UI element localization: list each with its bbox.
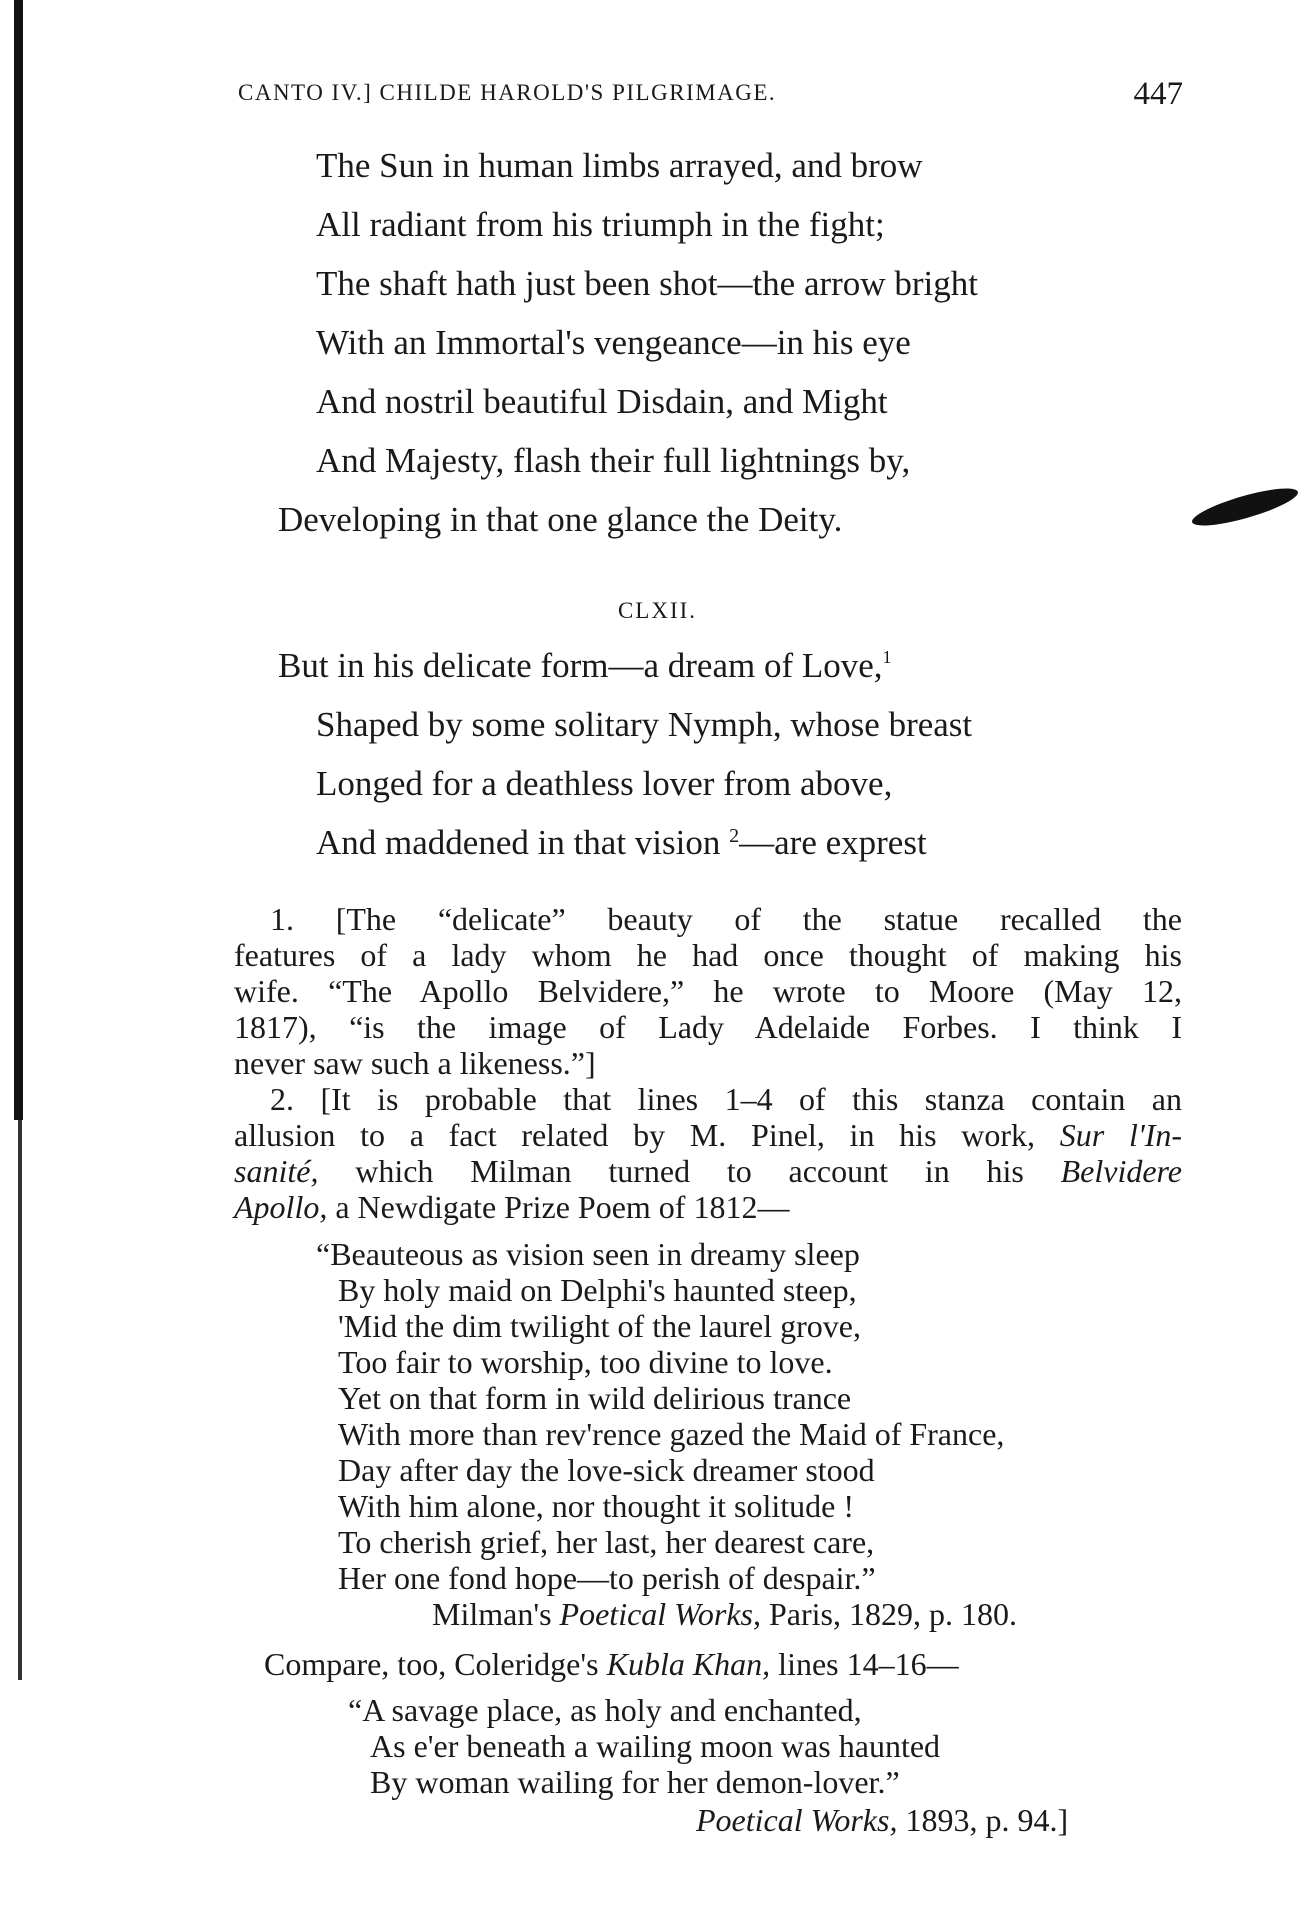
verse-text: But in his delicate form—a dream of Love, xyxy=(278,646,883,685)
footnote-text: allusion to a fact related by M. Pinel, in his work, xyxy=(234,1117,1036,1153)
footnote-ref: 1 xyxy=(882,647,892,667)
quote-line: “Beauteous as vision seen in dreamy sleep xyxy=(316,1236,860,1272)
running-title: CANTO IV.] CHILDE HAROLD'S PILGRIMAGE. xyxy=(238,80,777,105)
footnote-ref: 2 xyxy=(729,825,740,847)
footnote-text: a Newdigate Prize Poem of 1812— xyxy=(335,1189,790,1225)
quote-line: 'Mid the dim twilight of the laurel grove, xyxy=(338,1308,861,1344)
citation xyxy=(432,1598,1017,1630)
page-number: 447 xyxy=(1133,76,1183,112)
footnote-line xyxy=(264,1648,959,1680)
verse-line: And nostril beautiful Disdain, and Might xyxy=(316,382,888,421)
verse-line: And Majesty, flash their full lightnings by, xyxy=(316,441,911,480)
quote-line: By woman wailing for her demon-lover.” xyxy=(370,1764,900,1800)
work-title: Poetical Works, xyxy=(559,1596,761,1632)
ink-smudge-mark xyxy=(1189,481,1301,532)
verse-line xyxy=(316,825,927,860)
citation xyxy=(696,1804,1068,1836)
verse-text: And maddened in that vision xyxy=(316,823,721,862)
footnote-text: Compare, too, Coleridge's xyxy=(264,1646,599,1682)
footnote-line xyxy=(234,1155,1182,1187)
work-title: Sur l'In- xyxy=(1059,1117,1183,1153)
quote-line: Day after day the love-sick dreamer stood xyxy=(338,1452,875,1488)
footnote-text: which Milman turned to account in his xyxy=(355,1153,1024,1189)
footnote-line: 2. [It is probable that lines 1–4 of this stanza contain an xyxy=(270,1081,1182,1117)
work-title: Kubla Khan, xyxy=(606,1646,771,1682)
verse-text: —are exprest xyxy=(739,823,927,862)
footnote-line: features of a lady whom he had once thought of making his xyxy=(234,937,1182,973)
citation-text: 1893, p. 94.] xyxy=(905,1802,1069,1838)
quote-line: By holy maid on Delphi's haunted steep, xyxy=(338,1272,857,1308)
footnote-line: 1817), “is the image of Lady Adelaide Forbes. I think I xyxy=(234,1009,1182,1045)
work-title: Poetical Works, xyxy=(696,1802,898,1838)
verse-line xyxy=(278,648,892,683)
verse-line: The shaft hath just been shot—the arrow bright xyxy=(316,264,978,303)
work-title: Belvidere xyxy=(1060,1153,1182,1189)
work-title: Apollo, xyxy=(234,1189,328,1225)
footnote-line xyxy=(234,1191,789,1223)
verse-line: Shaped by some solitary Nymph, whose breast xyxy=(316,705,973,744)
verse-line: The Sun in human limbs arrayed, and brow xyxy=(316,146,923,185)
footnote-line: never saw such a likeness.”] xyxy=(234,1045,596,1081)
quote-line: To cherish grief, her last, her dearest care, xyxy=(338,1524,875,1560)
quote-line: Too fair to worship, too divine to love. xyxy=(338,1344,833,1380)
book-spine-shadow xyxy=(14,0,23,1120)
quote-line: Yet on that form in wild delirious trance xyxy=(338,1380,852,1416)
quote-line: Her one fond hope—to perish of despair.” xyxy=(338,1560,876,1596)
page-header xyxy=(238,76,1183,116)
footnote-line: wife. “The Apollo Belvidere,” he wrote to Moore (May 12, xyxy=(234,973,1182,1009)
quote-line: As e'er beneath a wailing moon was haunted xyxy=(370,1728,941,1764)
quote-line: With him alone, nor thought it solitude ! xyxy=(338,1488,854,1524)
stanza-number: CLXII. xyxy=(617,598,698,623)
work-title: sanité, xyxy=(234,1153,319,1189)
citation-text: Milman's xyxy=(432,1596,552,1632)
footnote-line xyxy=(234,1119,1182,1151)
citation-text: Paris, 1829, p. 180. xyxy=(769,1596,1017,1632)
quote-line: With more than rev'rence gazed the Maid of France, xyxy=(338,1416,1005,1452)
verse-line: With an Immortal's vengeance—in his eye xyxy=(316,323,911,362)
footnote-line: 1. [The “delicate” beauty of the statue recalled the xyxy=(270,901,1182,937)
footnote-text: lines 14–16— xyxy=(778,1646,959,1682)
quote-line: “A savage place, as holy and enchanted, xyxy=(348,1692,862,1728)
verse-line: Developing in that one glance the Deity. xyxy=(278,500,843,539)
book-spine-shadow-lower xyxy=(18,1120,22,1680)
verse-line: Longed for a deathless lover from above, xyxy=(316,764,893,803)
verse-line: All radiant from his triumph in the fight; xyxy=(316,205,885,244)
